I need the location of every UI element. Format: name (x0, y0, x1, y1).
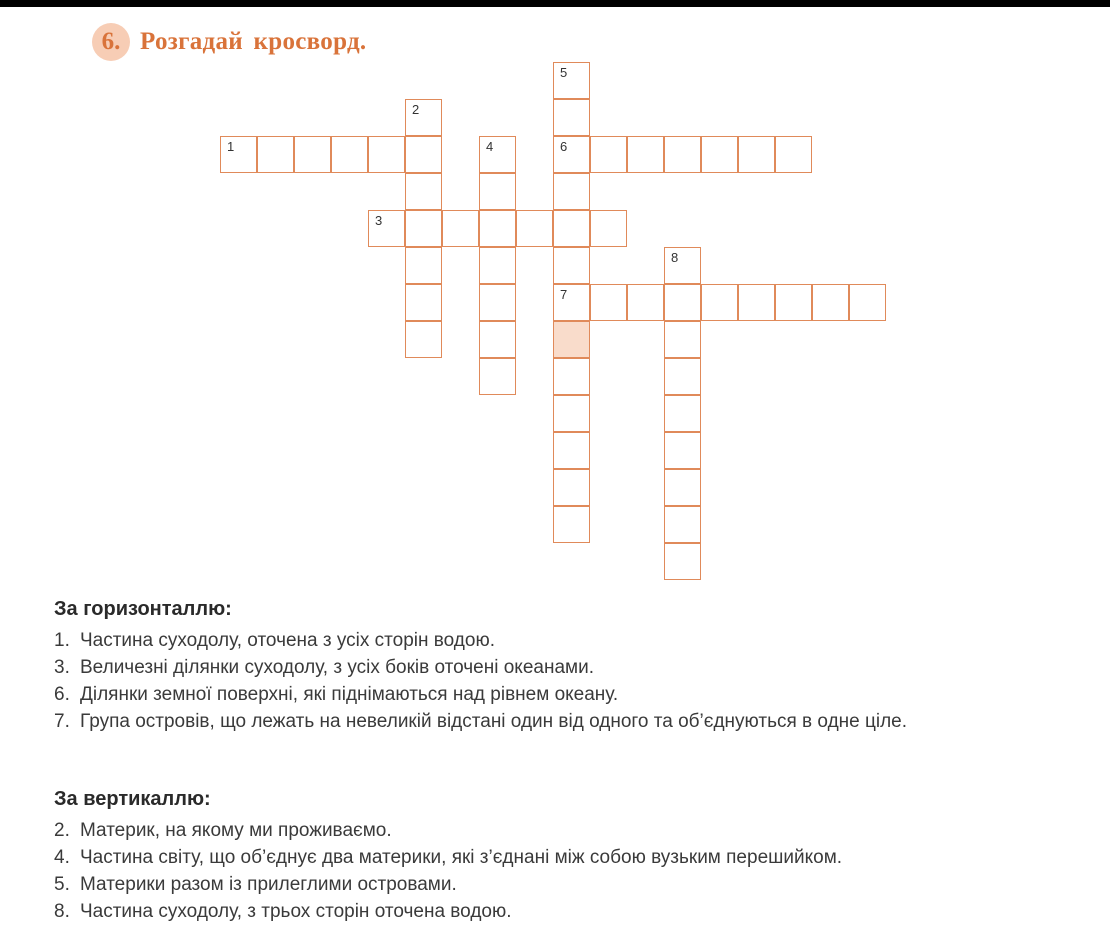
clue-number: 1. (54, 630, 70, 651)
task-title: Розгадай кросворд. (140, 28, 367, 55)
clue-number: 6. (54, 684, 70, 705)
cell-clue-number: 1 (227, 139, 235, 154)
crossword-cell[interactable] (553, 247, 590, 284)
crossword-cell[interactable] (590, 210, 627, 247)
crossword-cell[interactable] (479, 358, 516, 395)
clue-text: Ділянки земної поверхні, які піднімаються над рівнем океану. (80, 684, 619, 705)
crossword-cell[interactable] (553, 284, 590, 321)
crossword-cell[interactable] (294, 136, 331, 173)
clue-number: 7. (54, 711, 70, 732)
crossword-cell[interactable] (701, 136, 738, 173)
clue-text: Частина суходолу, з трьох сторін оточена водою. (80, 901, 512, 922)
crossword-cell[interactable] (664, 247, 701, 284)
cell-clue-number: 6 (560, 139, 568, 154)
crossword-cell[interactable] (590, 136, 627, 173)
clue-text: Материк, на якому ми проживаємо. (80, 820, 392, 841)
crossword-cell[interactable] (405, 247, 442, 284)
crossword-cell[interactable] (479, 284, 516, 321)
across-clue-1 (54, 627, 1080, 654)
crossword-cell[interactable] (405, 99, 442, 136)
crossword-cell[interactable] (664, 136, 701, 173)
crossword-cell[interactable] (553, 99, 590, 136)
down-clue-5 (54, 871, 1080, 898)
crossword-cell[interactable] (368, 136, 405, 173)
crossword-cell[interactable] (405, 136, 442, 173)
crossword-cell[interactable] (220, 136, 257, 173)
crossword-cell[interactable] (627, 284, 664, 321)
down-clue-2 (54, 817, 1080, 844)
crossword-cell[interactable] (479, 173, 516, 210)
crossword-cell[interactable] (664, 358, 701, 395)
crossword-cell[interactable] (812, 284, 849, 321)
clue-number: 5. (54, 874, 70, 895)
across-clue-7 (54, 708, 1080, 735)
clue-text: Група островів, що лежать на невеликій відстані один від одного та об’єднуються в одне ціле. (80, 711, 908, 732)
crossword-cell[interactable] (664, 506, 701, 543)
across-clue-6 (54, 681, 1080, 708)
crossword-cell[interactable] (664, 543, 701, 580)
clue-text: Частина суходолу, оточена з усіх сторін водою. (80, 630, 495, 651)
crossword-cell[interactable] (405, 173, 442, 210)
crossword-cell[interactable] (479, 210, 516, 247)
clue-number: 4. (54, 847, 70, 868)
down-clues-section (54, 786, 1080, 925)
cell-clue-number: 5 (560, 65, 568, 80)
crossword-cell[interactable] (664, 321, 701, 358)
across-clues-section (54, 596, 1080, 735)
crossword-cell[interactable] (553, 432, 590, 469)
crossword-cell[interactable] (553, 321, 590, 358)
across-clue-3 (54, 654, 1080, 681)
crossword-cell[interactable] (553, 136, 590, 173)
clue-text: Частина світу, що об’єднує два материки, які з’єднані між собою вузьким перешийком. (80, 847, 843, 868)
crossword-cell[interactable] (405, 210, 442, 247)
crossword-cell[interactable] (738, 136, 775, 173)
crossword-cell[interactable] (664, 432, 701, 469)
crossword-cell[interactable] (553, 173, 590, 210)
crossword-cell[interactable] (664, 284, 701, 321)
crossword-cell[interactable] (479, 321, 516, 358)
crossword-cell[interactable] (701, 284, 738, 321)
crossword-cell[interactable] (553, 210, 590, 247)
crossword-cell[interactable] (553, 62, 590, 99)
crossword-cell[interactable] (664, 395, 701, 432)
crossword-cell[interactable] (627, 136, 664, 173)
crossword-cell[interactable] (775, 136, 812, 173)
crossword-cell[interactable] (553, 506, 590, 543)
cell-clue-number: 7 (560, 287, 568, 302)
cell-clue-number: 3 (375, 213, 383, 228)
crossword-cell[interactable] (405, 284, 442, 321)
crossword-cell[interactable] (368, 210, 405, 247)
crossword-cell[interactable] (553, 358, 590, 395)
down-clue-8 (54, 898, 1080, 925)
crossword-cell[interactable] (775, 284, 812, 321)
crossword-cell[interactable] (849, 284, 886, 321)
down-clue-4 (54, 844, 1080, 871)
crossword-cell[interactable] (442, 210, 479, 247)
crossword-cell[interactable] (479, 136, 516, 173)
crossword-cell[interactable] (553, 469, 590, 506)
across-heading: За горизонталлю: (54, 598, 232, 620)
down-heading: За вертикаллю: (54, 788, 211, 810)
clue-number: 3. (54, 657, 70, 678)
crossword-cell[interactable] (257, 136, 294, 173)
crossword-cell[interactable] (405, 321, 442, 358)
crossword-cell[interactable] (553, 395, 590, 432)
crossword-cell[interactable] (331, 136, 368, 173)
crossword-cell[interactable] (516, 210, 553, 247)
task-number-badge: 6. (92, 23, 130, 61)
crossword-cell[interactable] (590, 284, 627, 321)
clue-number: 2. (54, 820, 70, 841)
crossword-cell[interactable] (479, 247, 516, 284)
clue-text: Величезні ділянки суходолу, з усіх боків оточені океанами. (80, 657, 594, 678)
clue-number: 8. (54, 901, 70, 922)
crossword-cell[interactable] (664, 469, 701, 506)
cell-clue-number: 2 (412, 102, 420, 117)
cell-clue-number: 8 (671, 250, 679, 265)
clue-text: Материки разом із прилеглими островами. (80, 874, 457, 895)
crossword-cell[interactable] (738, 284, 775, 321)
cell-clue-number: 4 (486, 139, 494, 154)
